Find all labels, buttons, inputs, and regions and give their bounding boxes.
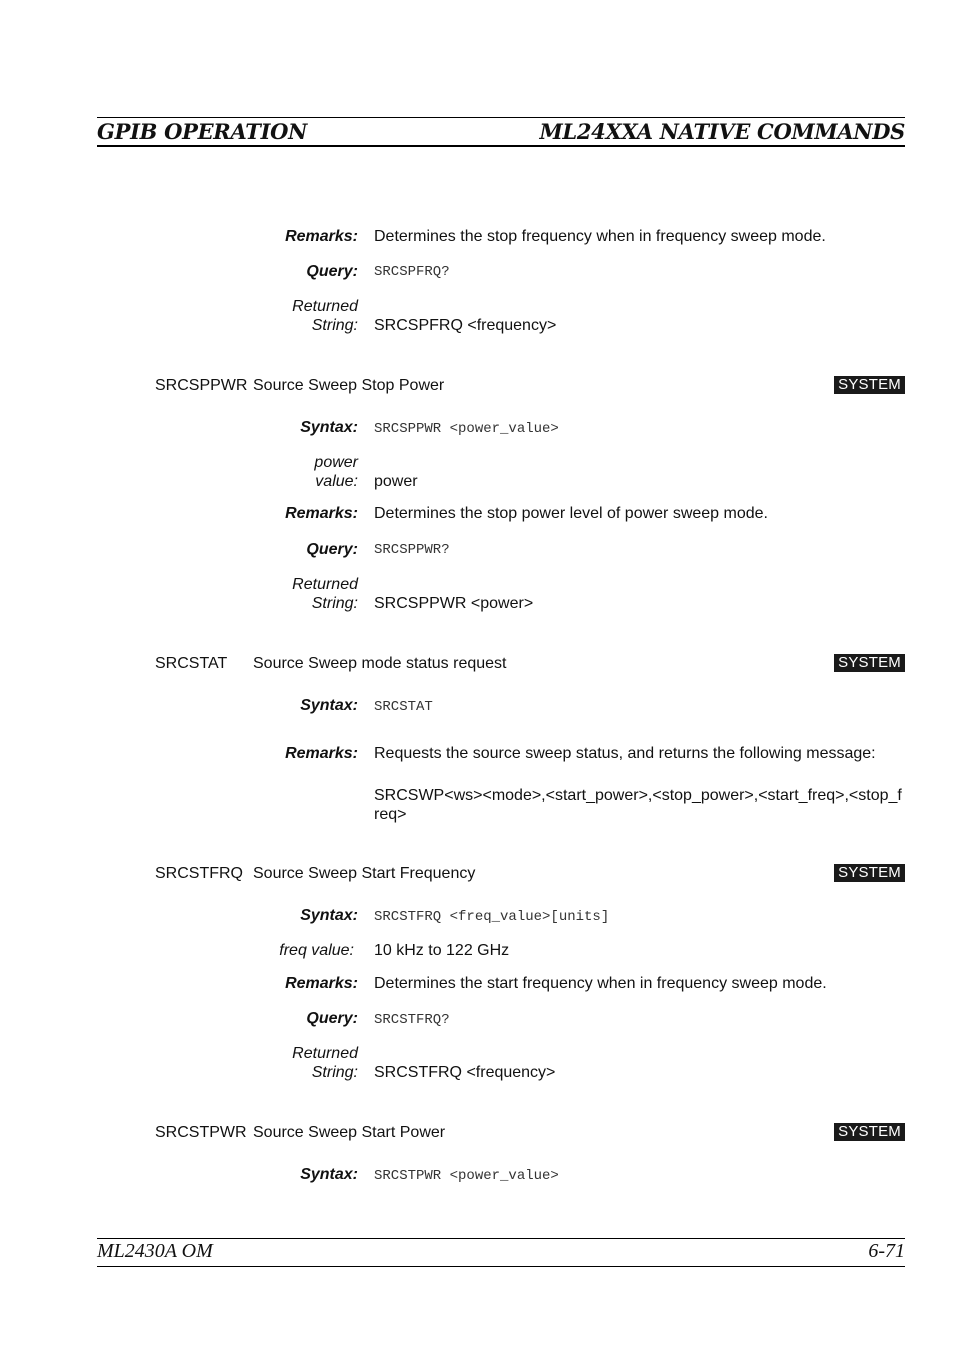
string-label: String: bbox=[311, 317, 358, 334]
srcspfrq-returned: SRCSPFRQ <frequency> bbox=[374, 317, 557, 334]
header-chapter-title: ML24XXA NATIVE COMMANDS bbox=[539, 119, 905, 144]
srcstfrq-command-description: Source Sweep Start Frequency bbox=[253, 865, 476, 882]
srcsppwr-query: SRCSPPWR? bbox=[374, 542, 450, 558]
header-section-title: GPIB OPERATION bbox=[97, 119, 308, 144]
srcstat-syntax: SRCSTAT bbox=[374, 699, 433, 715]
header-rule-top bbox=[97, 117, 905, 118]
srcstat-command-name: SRCSTAT bbox=[155, 655, 228, 672]
srcstat-message: SRCSWP<ws><mode>,<start_power>,<stop_power>,<start_freq>,<stop_freq> bbox=[374, 787, 902, 823]
footer-rule-bottom bbox=[97, 1266, 905, 1267]
string-label: String: bbox=[311, 595, 358, 612]
srcstpwr-command-description: Source Sweep Start Power bbox=[253, 1124, 446, 1141]
system-badge: SYSTEM bbox=[834, 376, 905, 394]
srcstfrq-syntax: SRCSTFRQ <freq_value>[units] bbox=[374, 909, 610, 925]
srcsppwr-remarks: Determines the stop power level of power sweep mode. bbox=[374, 505, 768, 522]
returned-label: Returned bbox=[292, 576, 358, 593]
srcspfrq-remarks: Determines the stop frequency when in frequency sweep mode. bbox=[374, 228, 826, 245]
remarks-label: Remarks: bbox=[285, 745, 358, 762]
string-label: String: bbox=[311, 1064, 358, 1081]
srcstpwr-command-name: SRCSTPWR bbox=[155, 1124, 247, 1141]
srcsppwr-command-description: Source Sweep Stop Power bbox=[253, 377, 445, 394]
srcstat-command-description: Source Sweep mode status request bbox=[253, 655, 507, 672]
srcsppwr-syntax: SRCSPPWR <power_value> bbox=[374, 421, 559, 437]
value-label: value: bbox=[315, 473, 358, 490]
system-badge: SYSTEM bbox=[834, 864, 905, 882]
freq-value-label: freq value: bbox=[279, 942, 354, 959]
system-badge: SYSTEM bbox=[834, 1123, 905, 1141]
srcsppwr-command-name: SRCSPPWR bbox=[155, 377, 248, 394]
srcstfrq-remarks: Determines the start frequency when in frequency sweep mode. bbox=[374, 975, 827, 992]
srcstfrq-query: SRCSTFRQ? bbox=[374, 1012, 450, 1028]
footer-manual-title: ML2430A OM bbox=[97, 1240, 213, 1262]
srcstfrq-freq-value: 10 kHz to 122 GHz bbox=[374, 942, 510, 959]
srcstpwr-syntax: SRCSTPWR <power_value> bbox=[374, 1168, 559, 1184]
remarks-label: Remarks: bbox=[285, 228, 358, 245]
query-label: Query: bbox=[306, 1010, 358, 1027]
syntax-label: Syntax: bbox=[300, 907, 358, 924]
returned-label: Returned bbox=[292, 1045, 358, 1062]
page-number: 6-71 bbox=[868, 1240, 905, 1262]
srcstfrq-returned: SRCSTFRQ <frequency> bbox=[374, 1064, 556, 1081]
srcsppwr-power-value: power bbox=[374, 473, 418, 490]
returned-label: Returned bbox=[292, 298, 358, 315]
syntax-label: Syntax: bbox=[300, 697, 358, 714]
remarks-label: Remarks: bbox=[285, 505, 358, 522]
srcstfrq-command-name: SRCSTFRQ bbox=[155, 865, 243, 882]
srcstat-remarks: Requests the source sweep status, and returns the following message: bbox=[374, 745, 876, 762]
remarks-label: Remarks: bbox=[285, 975, 358, 992]
query-label: Query: bbox=[306, 263, 358, 280]
syntax-label: Syntax: bbox=[300, 419, 358, 436]
header-rule-bottom bbox=[97, 145, 905, 147]
query-label: Query: bbox=[306, 541, 358, 558]
footer-rule-top bbox=[97, 1238, 905, 1239]
syntax-label: Syntax: bbox=[300, 1166, 358, 1183]
srcsppwr-returned: SRCSPPWR <power> bbox=[374, 595, 534, 612]
power-label: power bbox=[314, 454, 358, 471]
system-badge: SYSTEM bbox=[834, 654, 905, 672]
srcspfrq-query: SRCSPFRQ? bbox=[374, 264, 450, 280]
